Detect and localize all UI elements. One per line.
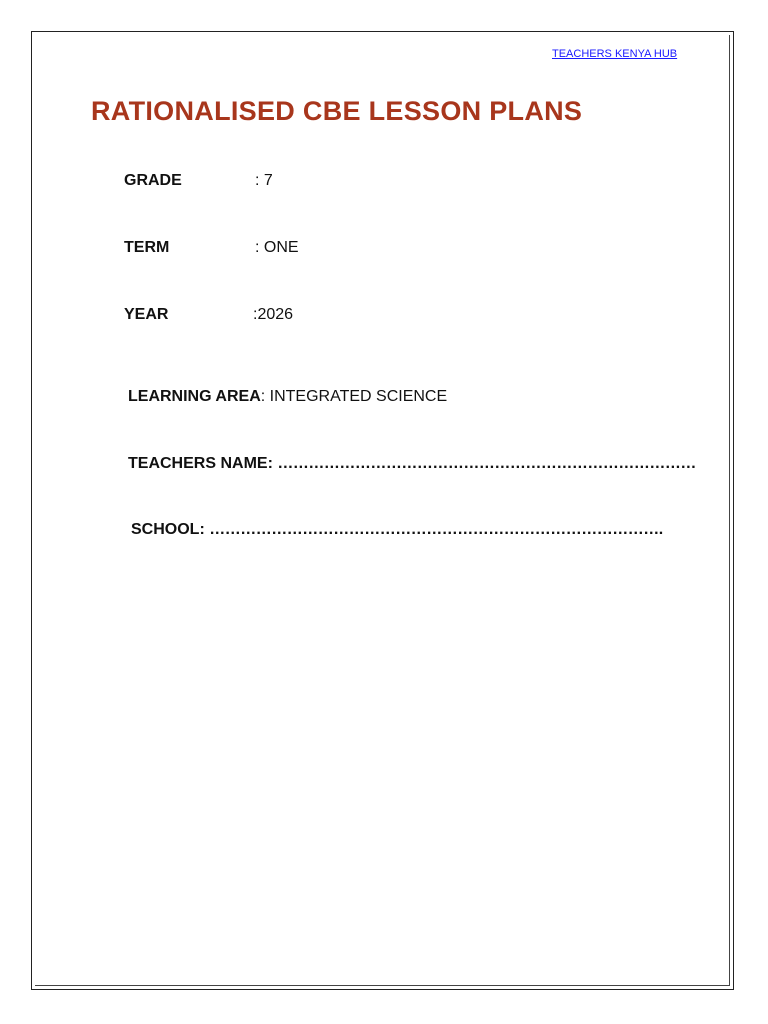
year-label: YEAR (124, 306, 169, 323)
term-label: TERM (124, 239, 170, 256)
grade-value: : 7 (255, 172, 273, 189)
teachers-name-blank: ……………………………………………………………………… (277, 455, 696, 472)
school-label: SCHOOL: (131, 521, 205, 538)
term-row (124, 239, 299, 257)
teachers-name-label: TEACHERS NAME: (128, 455, 273, 472)
learning-area-value: : INTEGRATED SCIENCE (260, 388, 448, 405)
learning-area-label: LEARNING AREA (128, 388, 261, 405)
year-row (124, 306, 294, 324)
document-title: RATIONALISED CBE LESSON PLANS (91, 96, 583, 126)
school-blank: ……………………………………………………………………………. (209, 521, 663, 538)
teachers-name-row (128, 455, 696, 473)
grade-label: GRADE (124, 172, 182, 189)
year-value: :2026 (253, 306, 294, 323)
school-row (131, 521, 663, 539)
teachers-kenya-hub-link[interactable]: TEACHERS KENYA HUB (552, 48, 678, 60)
grade-row (124, 172, 273, 190)
term-value: : ONE (255, 239, 299, 256)
learning-area-row (128, 388, 447, 406)
